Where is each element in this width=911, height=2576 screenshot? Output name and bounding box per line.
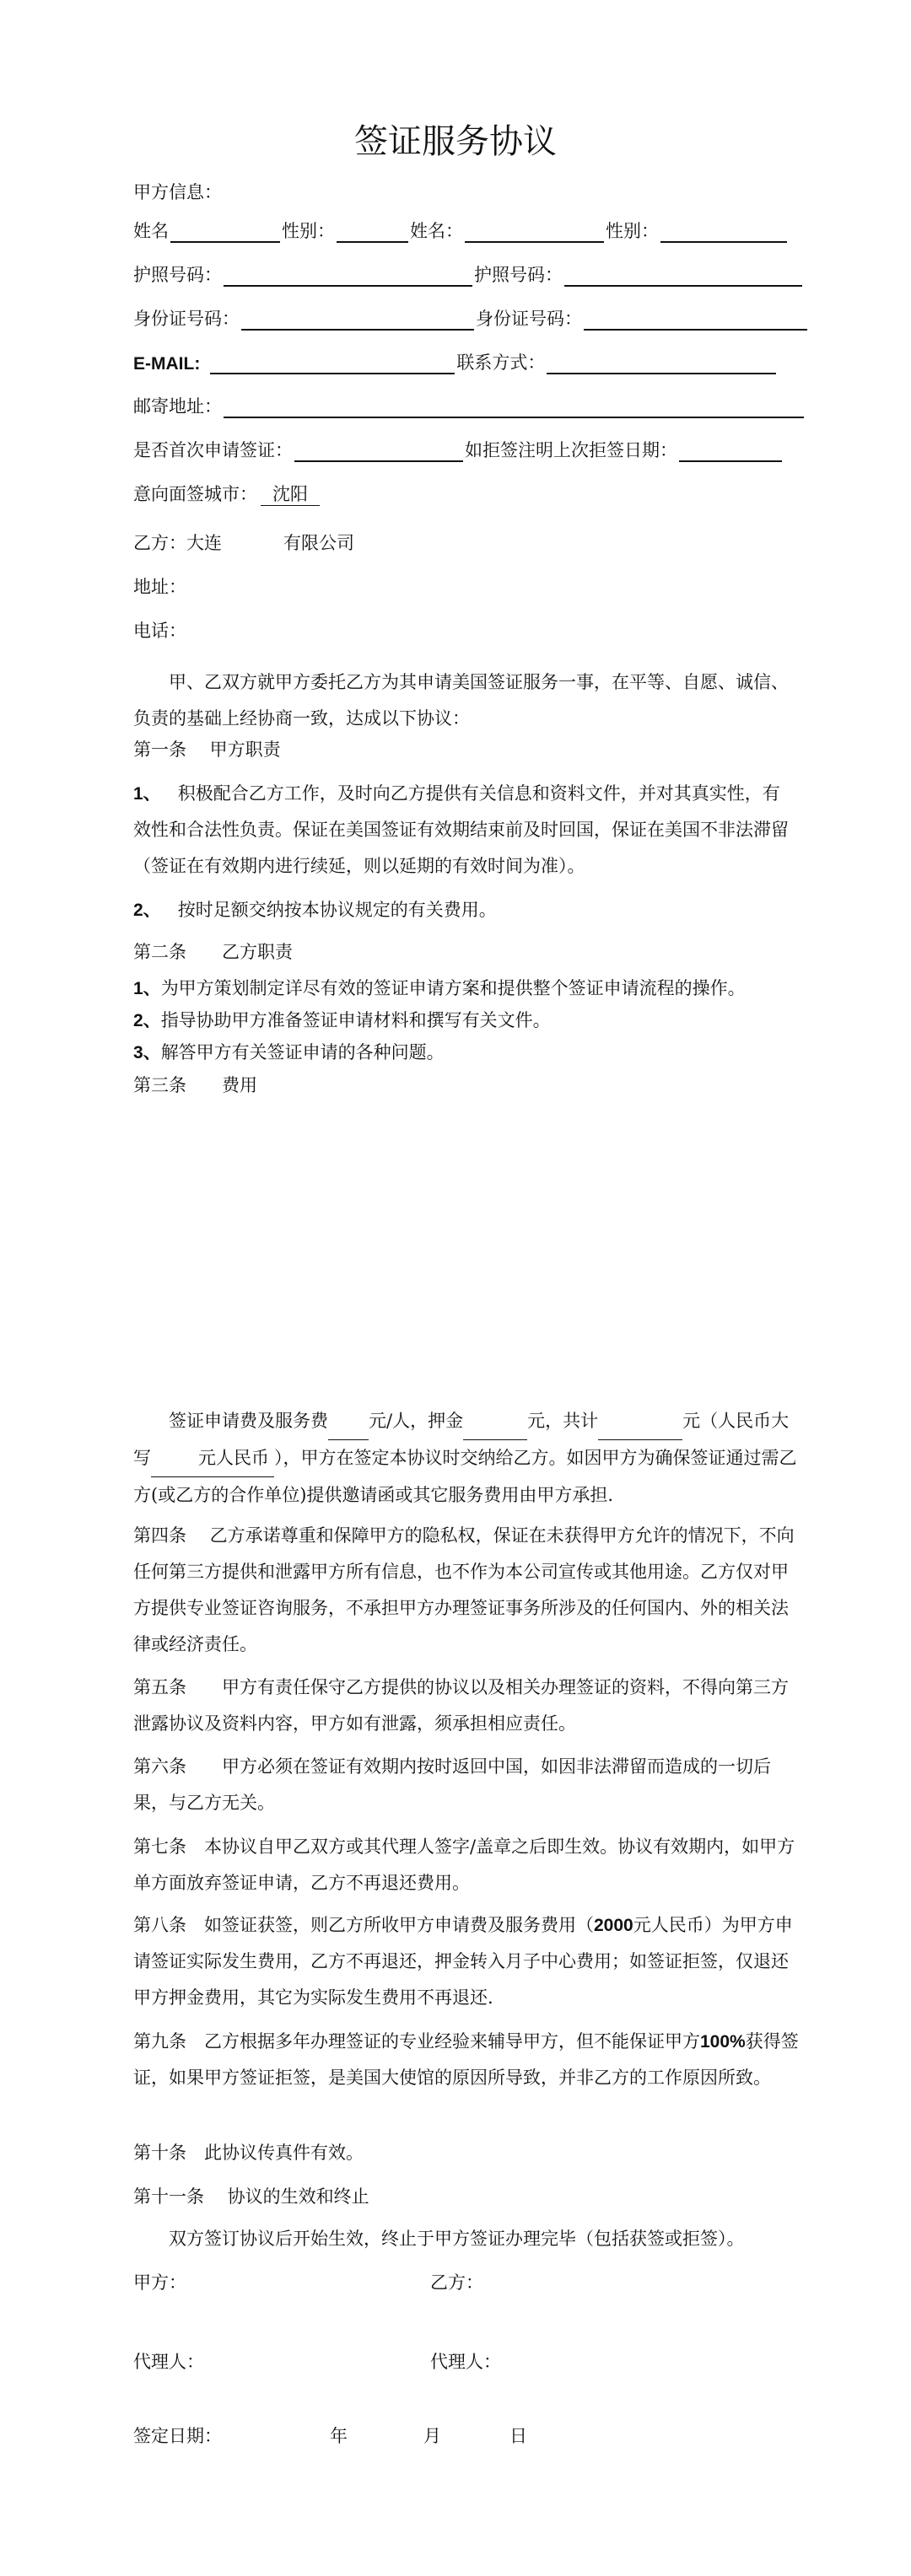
gender2-blank[interactable] [660, 221, 787, 243]
fee-text-b: 元/人，押金 [369, 1411, 464, 1431]
article-2-item [133, 1040, 445, 1066]
row-email-contact [133, 346, 778, 374]
interview-city-value[interactable]: 沈阳 [261, 483, 320, 506]
article-1-item-1-number: 1、 [133, 784, 161, 804]
article-2-item-text: 为甲方策划制定详尽有效的签证申请方案和提供整个签证申请流程的操作。 [160, 978, 746, 998]
party-a-info-label: 甲方信息： [133, 182, 222, 202]
name2-label: 姓名： [410, 221, 463, 241]
row-visa-history [133, 433, 784, 462]
article-9-paragraph [133, 2024, 800, 2096]
sign-party-a-label: 甲方： [133, 2272, 186, 2293]
sign-agent-a-label: 代理人： [133, 2352, 204, 2372]
article-2-item [133, 976, 746, 1002]
gender2-label: 性别： [606, 221, 659, 241]
intro-paragraph: 甲、乙双方就甲方委托乙方为其申请美国签证服务一事，在平等、自愿、诚信、负责的基础上经协商一致，达成以下协议： [133, 672, 789, 729]
gender-blank[interactable] [337, 221, 408, 243]
id2-blank[interactable] [584, 309, 807, 331]
first-apply-label: 是否首次申请签证： [133, 440, 293, 460]
fee-uppercase-amount[interactable]: 元人民币 [151, 1440, 274, 1477]
name-label: 姓名 [133, 221, 169, 241]
id2-label: 身份证号码： [476, 309, 582, 329]
article-9-text-b: 获得签证，如果甲方签证拒签，是美国大使馆的原因所导致，并非乙方的工作原因所致。 [133, 2031, 799, 2088]
row-address [133, 390, 806, 418]
article-2-item-text: 指导协助甲方准备签证申请材料和撰写有关文件。 [160, 1010, 551, 1030]
passport2-blank[interactable] [564, 265, 802, 287]
fee-text-c: 元，共计 [527, 1411, 599, 1431]
contact-blank[interactable] [547, 352, 776, 374]
refused-date-label: 如拒签注明上次拒签日期： [465, 440, 677, 460]
fee-text-f: ），甲方在签定本协议时交纳给乙方。如因甲方为确保签证通过需乙方(或乙方的合作单位)提供邀请函或其它服务费用由甲方承担. [133, 1448, 797, 1505]
page-title: 签证服务协议 [354, 122, 557, 161]
gender-label: 性别： [282, 221, 335, 241]
article-2-item-number: 2、 [133, 1011, 161, 1030]
party-b-company-suffix: 有限公司 [283, 533, 354, 553]
article-7-paragraph: 第七条 本协议自甲乙双方或其代理人签字/盖章之后即生效。协议有效期内，如甲方单方面放弃签证申请，乙方不再退还费用。 [133, 1837, 795, 1893]
contact-label: 联系方式： [456, 352, 546, 373]
name2-blank[interactable] [465, 221, 604, 243]
article-3-heading: 第三条 费用 [133, 1075, 257, 1095]
row-passport [133, 258, 804, 287]
fee-text-a: 签证申请费及服务费 [169, 1411, 328, 1431]
article-2-item-number: 1、 [133, 979, 161, 998]
sign-date-day: 日 [509, 2426, 527, 2446]
row-id-number [133, 302, 809, 331]
article-9-percent: 100% [700, 2032, 746, 2052]
passport2-label: 护照号码： [474, 265, 563, 285]
address-blank[interactable] [224, 396, 804, 418]
service-fee-blank[interactable] [328, 1403, 369, 1440]
sign-date-month: 月 [423, 2426, 441, 2446]
article-6-paragraph: 第六条 甲方必须在签证有效期内按时返回中国，如因非法滞留而造成的一切后果，与乙方无关。 [133, 1756, 771, 1813]
total-blank[interactable] [598, 1403, 682, 1440]
article-1-heading: 第一条 甲方职责 [133, 739, 281, 760]
article-1-item-2-number: 2、 [133, 901, 161, 920]
email-blank[interactable] [210, 352, 455, 374]
sign-party-b-label: 乙方： [430, 2272, 483, 2293]
article-11-heading: 第十一条 协议的生效和终止 [133, 2186, 369, 2207]
article-5-paragraph: 第五条 甲方有责任保守乙方提供的协议以及相关办理签证的资料，不得向第三方泄露协议及资料内容，甲方如有泄露，须承担相应责任。 [133, 1677, 789, 1734]
row-name-gender [133, 214, 789, 243]
first-apply-blank[interactable] [294, 440, 463, 462]
sign-date-label: 签定日期： [133, 2426, 222, 2446]
address-label: 邮寄地址： [133, 396, 222, 417]
sign-date-year: 年 [330, 2426, 348, 2446]
name-blank[interactable] [170, 221, 280, 243]
article-4-paragraph: 第四条 乙方承诺尊重和保障甲方的隐私权，保证在未获得甲方允许的情况下，不向任何第三方提供和泄露甲方所有信息，也不作为本公司宣传或其他用途。乙方仅对甲方提供专业签证咨询服务，不承担甲方办理签证事务所涉及的任何国内、外的相关法律或经济责任。 [133, 1525, 795, 1654]
id-blank[interactable] [241, 309, 474, 331]
id-label: 身份证号码： [133, 309, 240, 329]
interview-city-label: 意向面签城市： [133, 484, 257, 504]
deposit-blank[interactable] [463, 1403, 527, 1440]
article-1-item-2-text: 按时足额交纳按本协议规定的有关费用。 [177, 900, 497, 920]
party-b-phone: 电话： [133, 621, 186, 641]
article-2-item-text: 解答甲方有关签证申请的各种问题。 [160, 1042, 445, 1062]
article-8-amount: 2000 [594, 1916, 633, 1935]
article-2-heading: 第二条 乙方职责 [133, 942, 293, 962]
article-8-paragraph [133, 1907, 800, 2016]
article-8-text-a: 第八条 如签证获签，则乙方所收甲方申请费及服务费用（ [133, 1915, 594, 1935]
row-interview-city [133, 477, 320, 506]
fee-text-d: 元（人民币大写 [133, 1411, 790, 1468]
article-9-text-a: 第九条 乙方根据多年办理签证的专业经验来辅导甲方，但不能保证甲方 [133, 2031, 700, 2052]
passport-blank[interactable] [224, 265, 472, 287]
article-1-item-1-text: 积极配合乙方工作，及时向乙方提供有关信息和资料文件，并对其真实性，有效性和合法性负责。保证在美国签证有效期结束前及时回国，保证在美国不非法滞留（签证在有效期内进行续延，则以延期的有效时间为准）。 [133, 783, 789, 876]
party-b-address: 地址： [133, 577, 186, 597]
sign-agent-b-label: 代理人： [430, 2352, 501, 2372]
passport-label: 护照号码： [133, 265, 222, 285]
email-label: E-MAIL: [133, 354, 201, 374]
party-b-label: 乙方：大连 [133, 533, 222, 553]
article-8-text-b: 元人民币）为甲方申请签证实际发生费用，乙方不再退还，押金转入月子中心费用；如签证拒签，仅退还甲方押金费用，其它为实际发生费用不再退还. [133, 1915, 793, 2008]
refused-date-blank[interactable] [679, 440, 782, 462]
article-1-item-1 [133, 776, 791, 885]
article-2-item [133, 1008, 551, 1034]
article-11-text: 双方签订协议后开始生效，终止于甲方签证办理完毕（包括获签或拒签）。 [169, 2229, 745, 2249]
article-3-fee-paragraph [133, 1403, 800, 1514]
article-2-item-number: 3、 [133, 1043, 161, 1062]
article-1-item-2 [133, 897, 497, 923]
article-10-paragraph: 第十条 此协议传真件有效。 [133, 2143, 364, 2163]
